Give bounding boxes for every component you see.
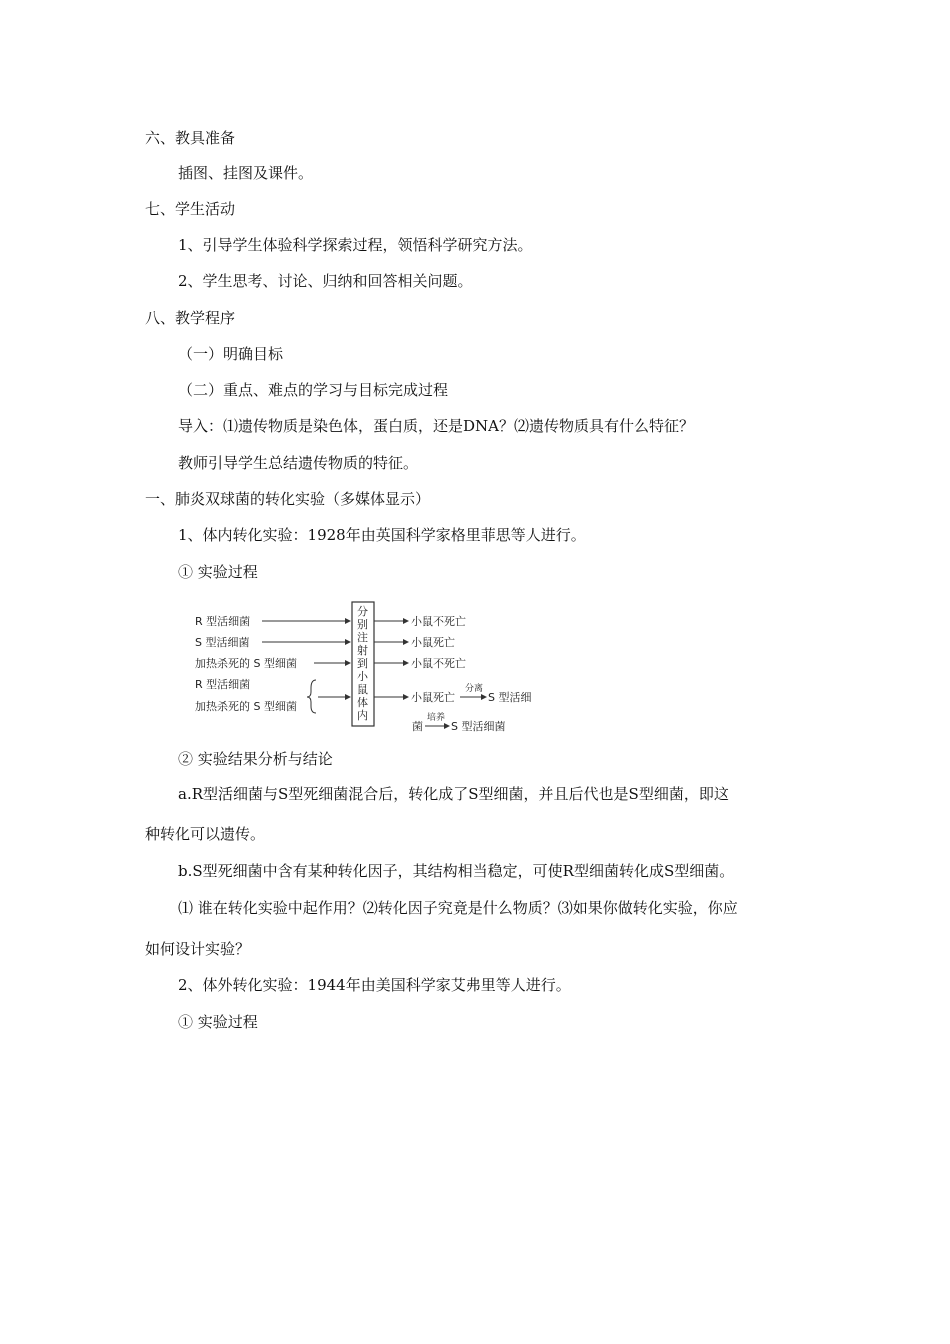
text-teacher-guide: 教师引导学生总结遗传物质的特征。 xyxy=(178,454,419,472)
heading-student-activity: 七、学生活动 xyxy=(145,200,236,218)
experiment-diagram xyxy=(190,600,550,740)
result-3: 小鼠不死亡 xyxy=(411,657,466,670)
box-char-7: 鼠 xyxy=(357,683,368,696)
text-conclusion-a-cont: 种转化可以遗传。 xyxy=(145,825,266,843)
text-procedure-2: ① 实验过程 xyxy=(178,1013,258,1031)
box-char-4: 射 xyxy=(357,644,368,657)
text-introduction: 导入：⑴遗传物质是染色体，蛋白质，还是DNA？⑵遗传物质具有什么特征？ xyxy=(178,417,694,435)
box-char-8: 体 xyxy=(357,696,368,709)
text-result-analysis: ② 实验结果分析与结论 xyxy=(178,750,333,768)
diagram-input-r-live: R 型活细菌 xyxy=(195,615,251,628)
heading-transformation-experiment: 一、肺炎双球菌的转化实验（多媒体显示） xyxy=(145,490,431,508)
separate-label: 分离 xyxy=(465,684,484,694)
culture-start: 菌 xyxy=(412,720,423,733)
diagram-input-s-live: S 型活细菌 xyxy=(195,636,250,649)
box-char-6: 小 xyxy=(357,670,368,683)
heading-teaching-procedure: 八、教学程序 xyxy=(145,309,236,327)
text-in-vitro: 2、体外转化实验：1944年由美国科学家艾弗里等人进行。 xyxy=(178,976,571,994)
text-conclusion-a: a.R型活细菌与S型死细菌混合后，转化成了S型细菌，并且后代也是S型细菌，即这 xyxy=(178,785,729,803)
box-char-9: 内 xyxy=(357,709,368,722)
text-questions: ⑴ 谁在转化实验中起作用？⑵转化因子究竟是什么物质？⑶如果你做转化实验，你应 xyxy=(178,899,738,917)
text-in-vivo: 1、体内转化实验：1928年由英国科学家格里菲思等人进行。 xyxy=(178,526,586,544)
text-key-points: （二）重点、难点的学习与目标完成过程 xyxy=(178,381,449,399)
text-activity-1: 1、引导学生体验科学探索过程，领悟科学研究方法。 xyxy=(178,236,533,254)
result-4: 小鼠死亡 xyxy=(411,691,455,704)
mix-brace xyxy=(307,680,316,713)
result-1: 小鼠不死亡 xyxy=(411,615,466,628)
result-2: 小鼠死亡 xyxy=(411,636,455,649)
diagram-input-r-live-mix: R 型活细菌 xyxy=(195,678,251,691)
culture-label: 培养 xyxy=(427,713,446,723)
box-char-1: 分 xyxy=(357,605,368,618)
text-conclusion-b: b.S型死细菌中含有某种转化因子，其结构相当稳定，可使R型细菌转化成S型细菌。 xyxy=(178,862,735,880)
box-char-5: 到 xyxy=(357,657,368,670)
heading-teaching-aids: 六、教具准备 xyxy=(145,129,236,147)
separate-result: S 型活细 xyxy=(488,691,532,704)
box-char-3: 注 xyxy=(357,631,368,644)
box-char-2: 别 xyxy=(357,618,368,631)
diagram-input-s-dead: 加热杀死的 S 型细菌 xyxy=(195,657,297,670)
text-procedure-1: ① 实验过程 xyxy=(178,563,258,581)
text-questions-cont: 如何设计实验？ xyxy=(145,940,251,958)
diagram-input-s-dead-mix: 加热杀死的 S 型细菌 xyxy=(195,700,297,713)
text-aids: 插图、挂图及课件。 xyxy=(178,164,314,182)
text-goal: （一）明确目标 xyxy=(178,345,284,363)
culture-result: S 型活细菌 xyxy=(451,720,506,733)
text-activity-2: 2、学生思考、讨论、归纳和回答相关问题。 xyxy=(178,272,473,290)
